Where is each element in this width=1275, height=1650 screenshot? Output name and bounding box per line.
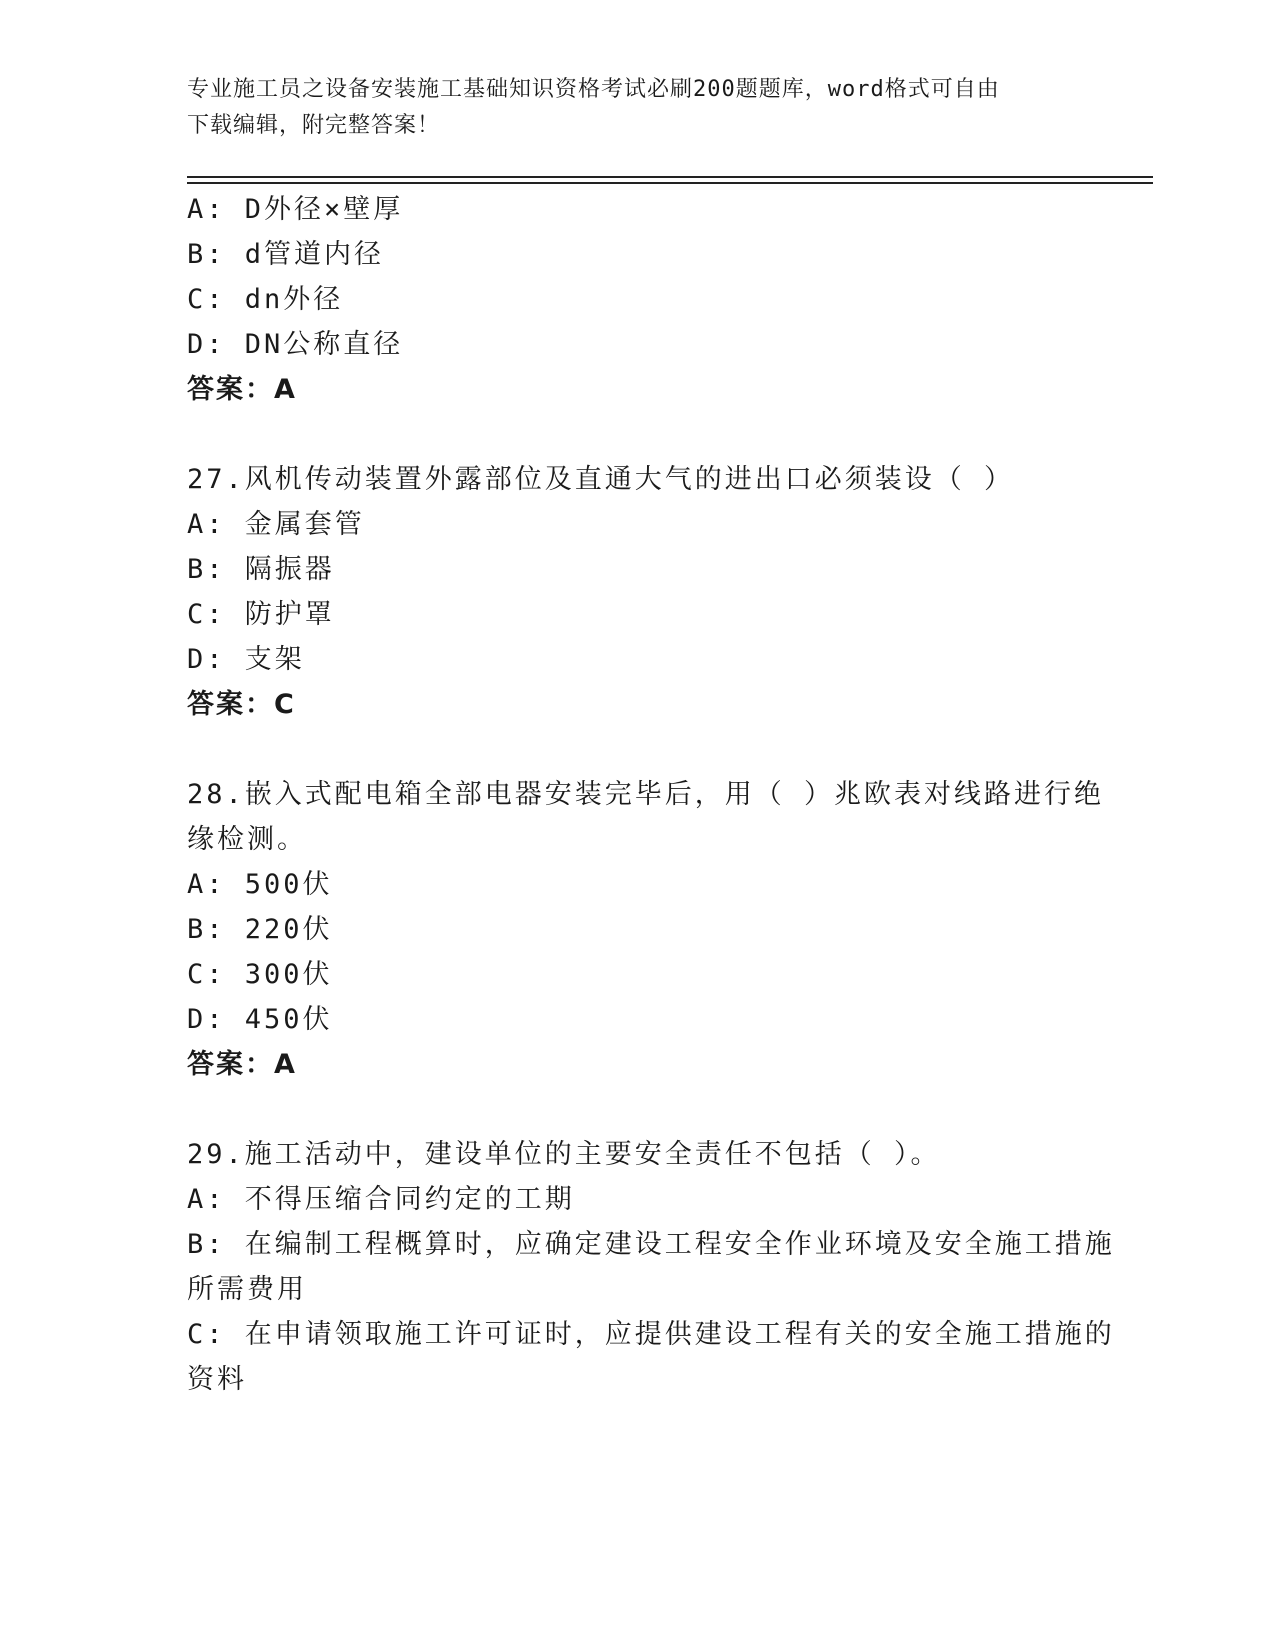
q29-option-c-line-1: C: 在申请领取施工许可证时，应提供建设工程有关的安全施工措施的 bbox=[187, 1319, 1115, 1350]
document-header bbox=[187, 72, 1077, 144]
q27-question: 27.风机传动装置外露部位及直通大气的进出口必须装设（ ） bbox=[187, 464, 1015, 495]
q26-option-d: D: DN公称直径 bbox=[187, 329, 404, 360]
q29-option-b-line-2: 所需费用 bbox=[187, 1274, 307, 1305]
q27-option-a: A: 金属套管 bbox=[187, 509, 365, 540]
q28-option-b: B: 220伏 bbox=[187, 914, 333, 945]
q27-option-b: B: 隔振器 bbox=[187, 554, 335, 585]
q27-answer: 答案：C bbox=[187, 689, 296, 720]
q26-option-c: C: dn外径 bbox=[187, 284, 344, 315]
q29-question: 29.施工活动中，建设单位的主要安全责任不包括（ ）。 bbox=[187, 1139, 941, 1170]
q29-option-a: A: 不得压缩合同约定的工期 bbox=[187, 1184, 575, 1215]
header-divider-bottom bbox=[187, 182, 1153, 184]
q26-answer: 答案：A bbox=[187, 374, 297, 405]
q29-option-b-line-1: B: 在编制工程概算时，应确定建设工程安全作业环境及安全施工措施 bbox=[187, 1229, 1115, 1260]
q28-option-d: D: 450伏 bbox=[187, 1004, 333, 1035]
header-line-2: 下载编辑，附完整答案！ bbox=[187, 113, 441, 138]
q27-option-c: C: 防护罩 bbox=[187, 599, 335, 630]
header-divider-top bbox=[187, 176, 1153, 178]
q29-option-c-line-2: 资料 bbox=[187, 1364, 247, 1395]
q28-answer: 答案：A bbox=[187, 1049, 297, 1080]
q26-option-b: B: d管道内径 bbox=[187, 239, 385, 270]
q28-option-c: C: 300伏 bbox=[187, 959, 333, 990]
q26-option-a: A: D外径×壁厚 bbox=[187, 194, 404, 225]
q28-question-line-2: 缘检测。 bbox=[187, 824, 307, 855]
q28-question-line-1: 28.嵌入式配电箱全部电器安装完毕后，用（ ）兆欧表对线路进行绝 bbox=[187, 779, 1105, 810]
q27-option-d: D: 支架 bbox=[187, 644, 305, 675]
q28-option-a: A: 500伏 bbox=[187, 869, 333, 900]
header-line-1: 专业施工员之设备安装施工基础知识资格考试必刷200题题库，word格式可自由 bbox=[187, 77, 1000, 102]
